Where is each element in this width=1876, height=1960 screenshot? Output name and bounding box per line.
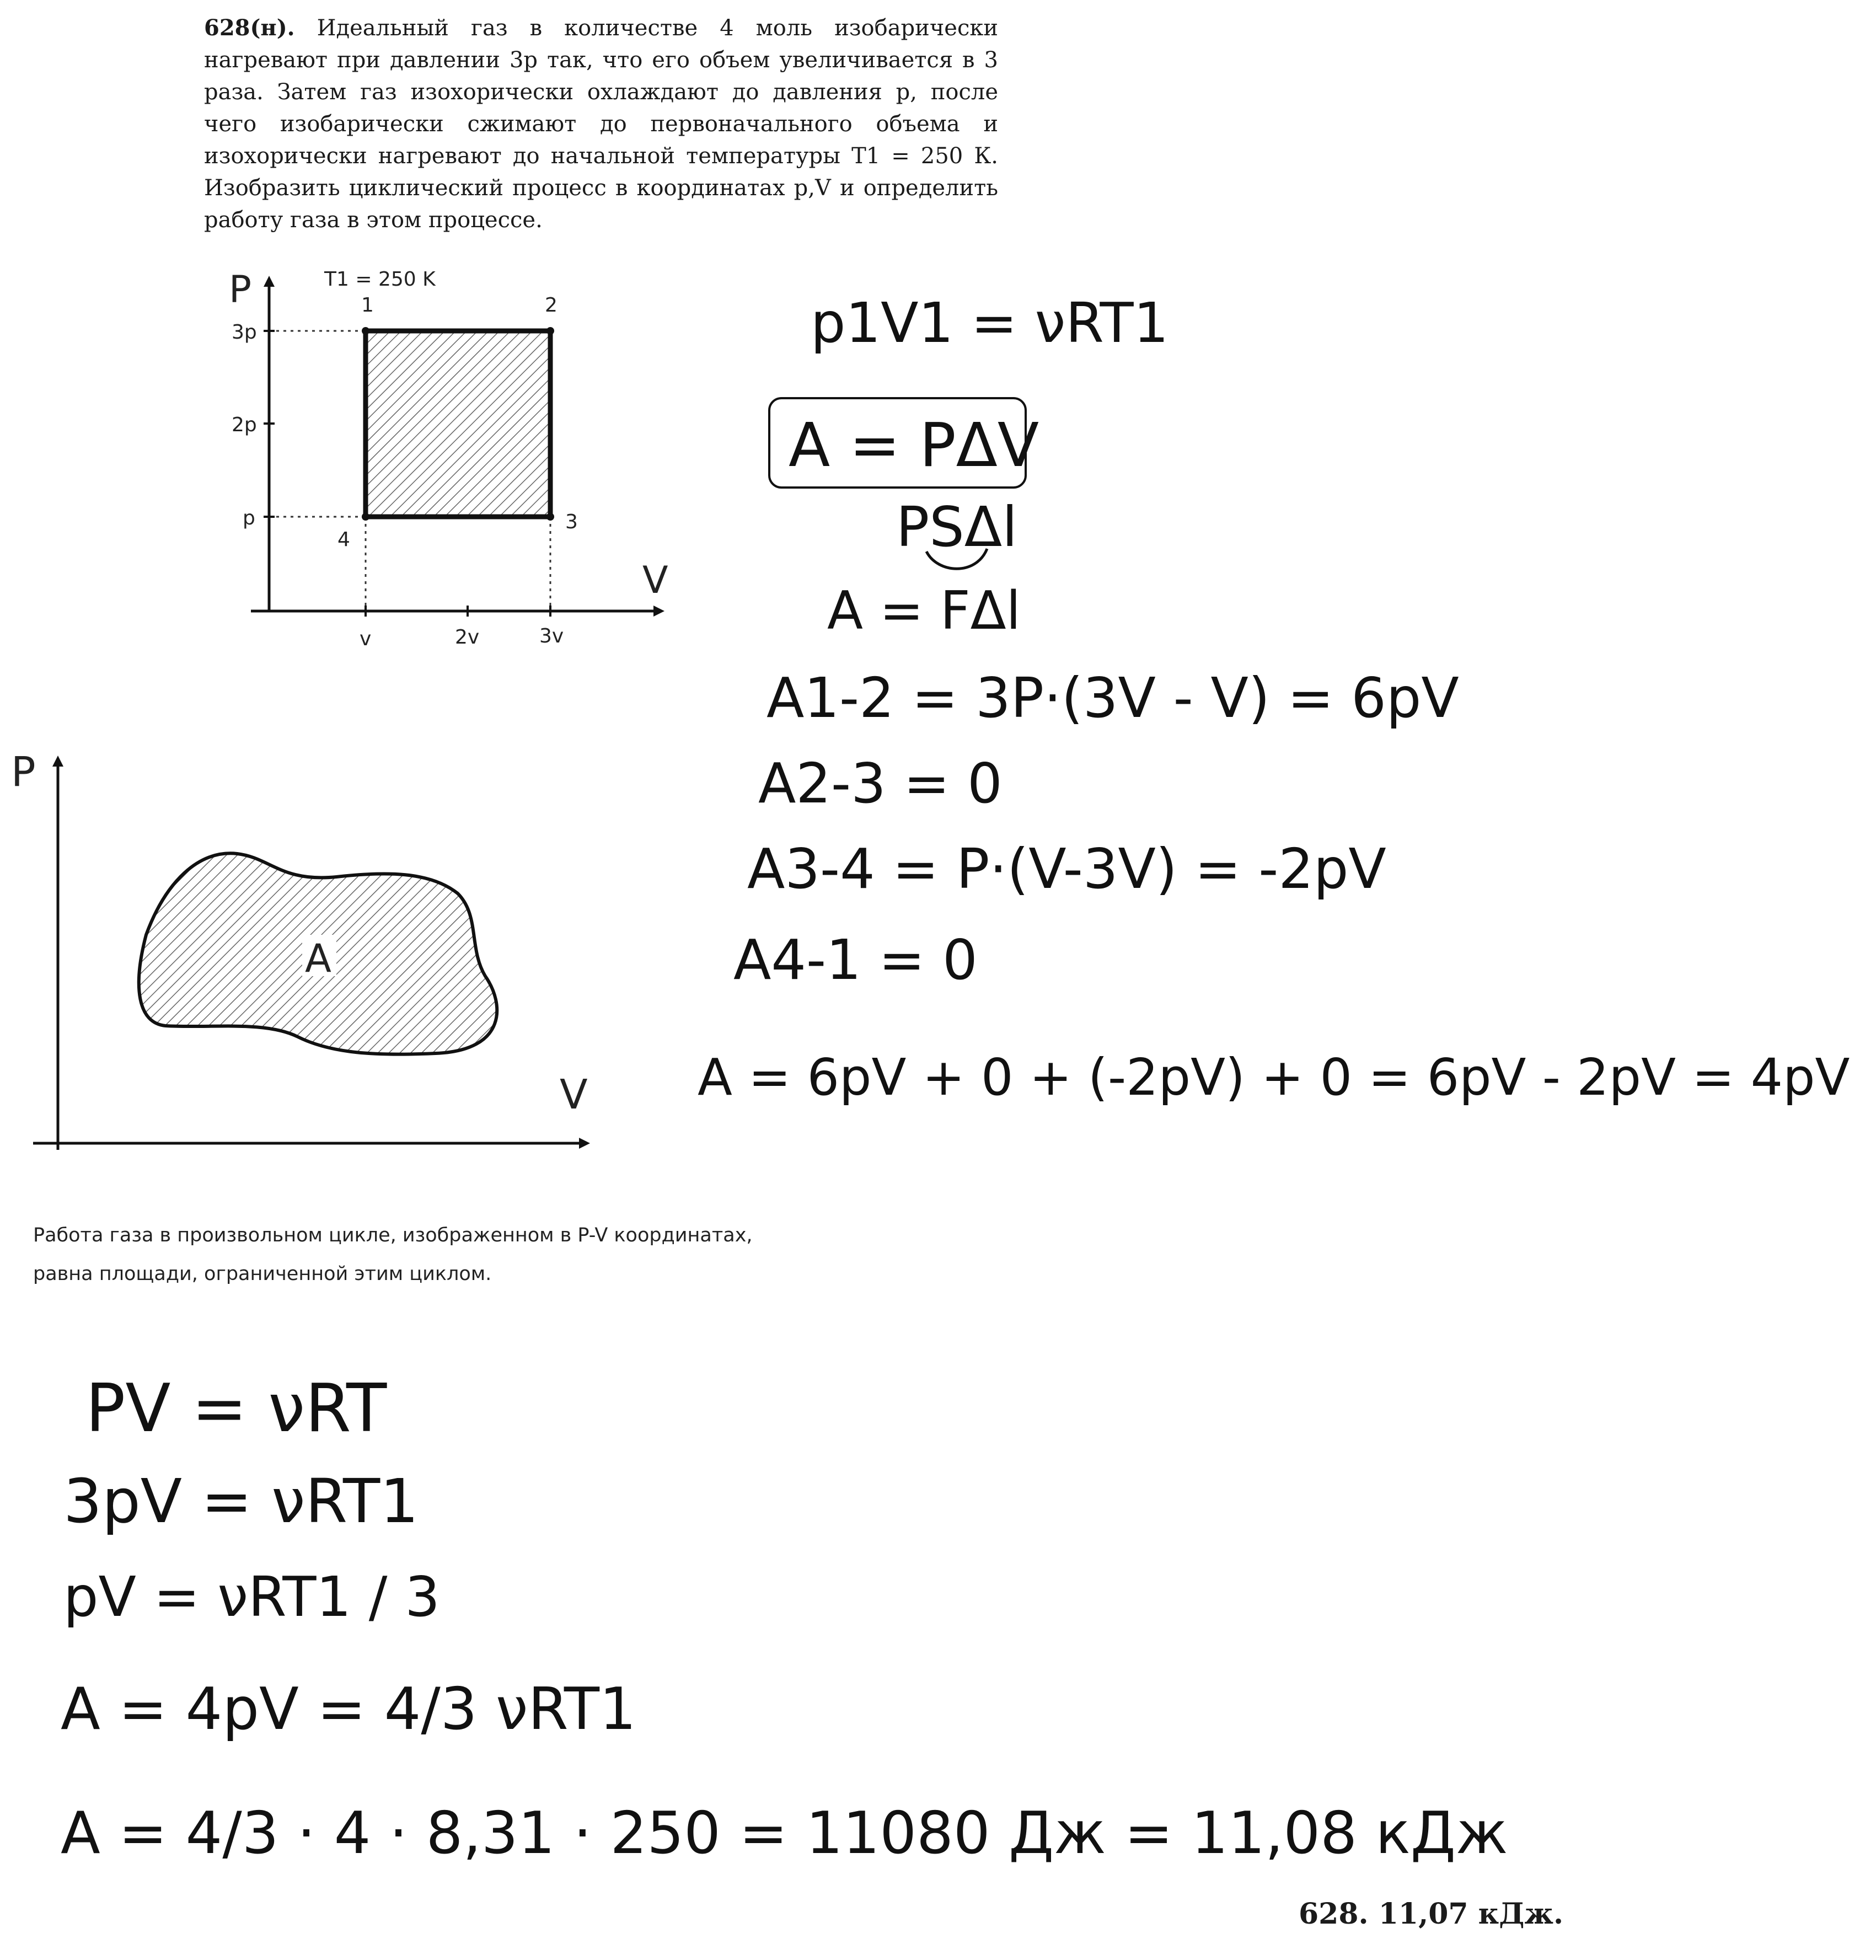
hw-work-formula: A = PΔV	[789, 410, 1039, 480]
p-axis-label-2: P	[11, 748, 36, 796]
p-tick-3p: 3p	[232, 321, 257, 344]
v-axis-label-2: V	[560, 1071, 588, 1118]
point-3-label: 3	[565, 511, 578, 533]
hw-force-work: A = FΔl	[827, 581, 1021, 641]
caption-line-1: Работа газа в произвольном цикле, изображенном в P-V координатах,	[33, 1224, 753, 1246]
hw-work-vrt: A = 4pV = 4/3 νRT1	[61, 1675, 636, 1743]
caption	[33, 1216, 860, 1293]
p-tick-p: p	[243, 507, 255, 529]
p-tick-2p: 2p	[232, 414, 257, 436]
hw-numeric-result: A = 4/3 · 4 · 8,31 · 250 = 11080 Дж = 11,08 кДж	[61, 1800, 1508, 1867]
pv-diagram-arbitrary	[11, 748, 588, 1150]
hw-state1: 3pV = νRT1	[63, 1466, 419, 1536]
hw-pv-expression: pV = νRT1 / 3	[63, 1565, 440, 1629]
hw-work-2-3: A2-3 = 0	[758, 751, 1003, 816]
v-tick-3v: 3v	[539, 625, 564, 647]
hw-work-1-2: A1-2 = 3P·(3V - V) = 6pV	[767, 666, 1459, 730]
problem-body: Идеальный газ в количестве 4 моль изобарически нагревают при давлении 3p так, что его объем увеличивается в 3 раза. Затем газ изохорически охлаждают до давления p, после чего изобарически сжимают до первоначального объема и изохорически нагревают до начальной температуры T1 = 250 К. Изобразить циклический процесс в координатах p,V и определить работу газа в этом процессе.	[204, 15, 999, 233]
point-1-label: 1	[361, 294, 374, 317]
hw-ideal-gas-law: PV = νRT	[85, 1370, 387, 1447]
p-axis-label: P	[229, 268, 252, 312]
problem-number: 628(н).	[204, 15, 295, 41]
hw-work-4-1: A4-1 = 0	[733, 928, 978, 992]
hw-ideal-gas-state1: p1V1 = νRT1	[811, 291, 1169, 355]
hw-pressure-area: PSΔl	[896, 495, 1017, 559]
area-label: A	[305, 936, 331, 981]
v-axis-label: V	[642, 559, 668, 602]
point-4-label: 4	[337, 528, 350, 551]
answer: 628. 11,07 кДж.	[1299, 1897, 1564, 1931]
v-tick-2v: 2v	[455, 626, 480, 649]
temperature-label: T1 = 250 K	[324, 268, 436, 291]
caption-line-2: равна площади, ограниченной этим циклом.	[33, 1263, 492, 1285]
point-2-label: 2	[545, 294, 558, 317]
hw-work-3-4: A3-4 = P·(V-3V) = -2pV	[747, 837, 1386, 901]
pv-diagram-rectangle	[229, 268, 668, 650]
v-tick-v: v	[360, 628, 372, 650]
handwritten-notes	[61, 291, 1850, 1867]
cycle-rectangle	[366, 331, 550, 517]
hw-total-work: A = 6pV + 0 + (-2pV) + 0 = 6pV - 2pV = 4pV	[698, 1048, 1850, 1107]
